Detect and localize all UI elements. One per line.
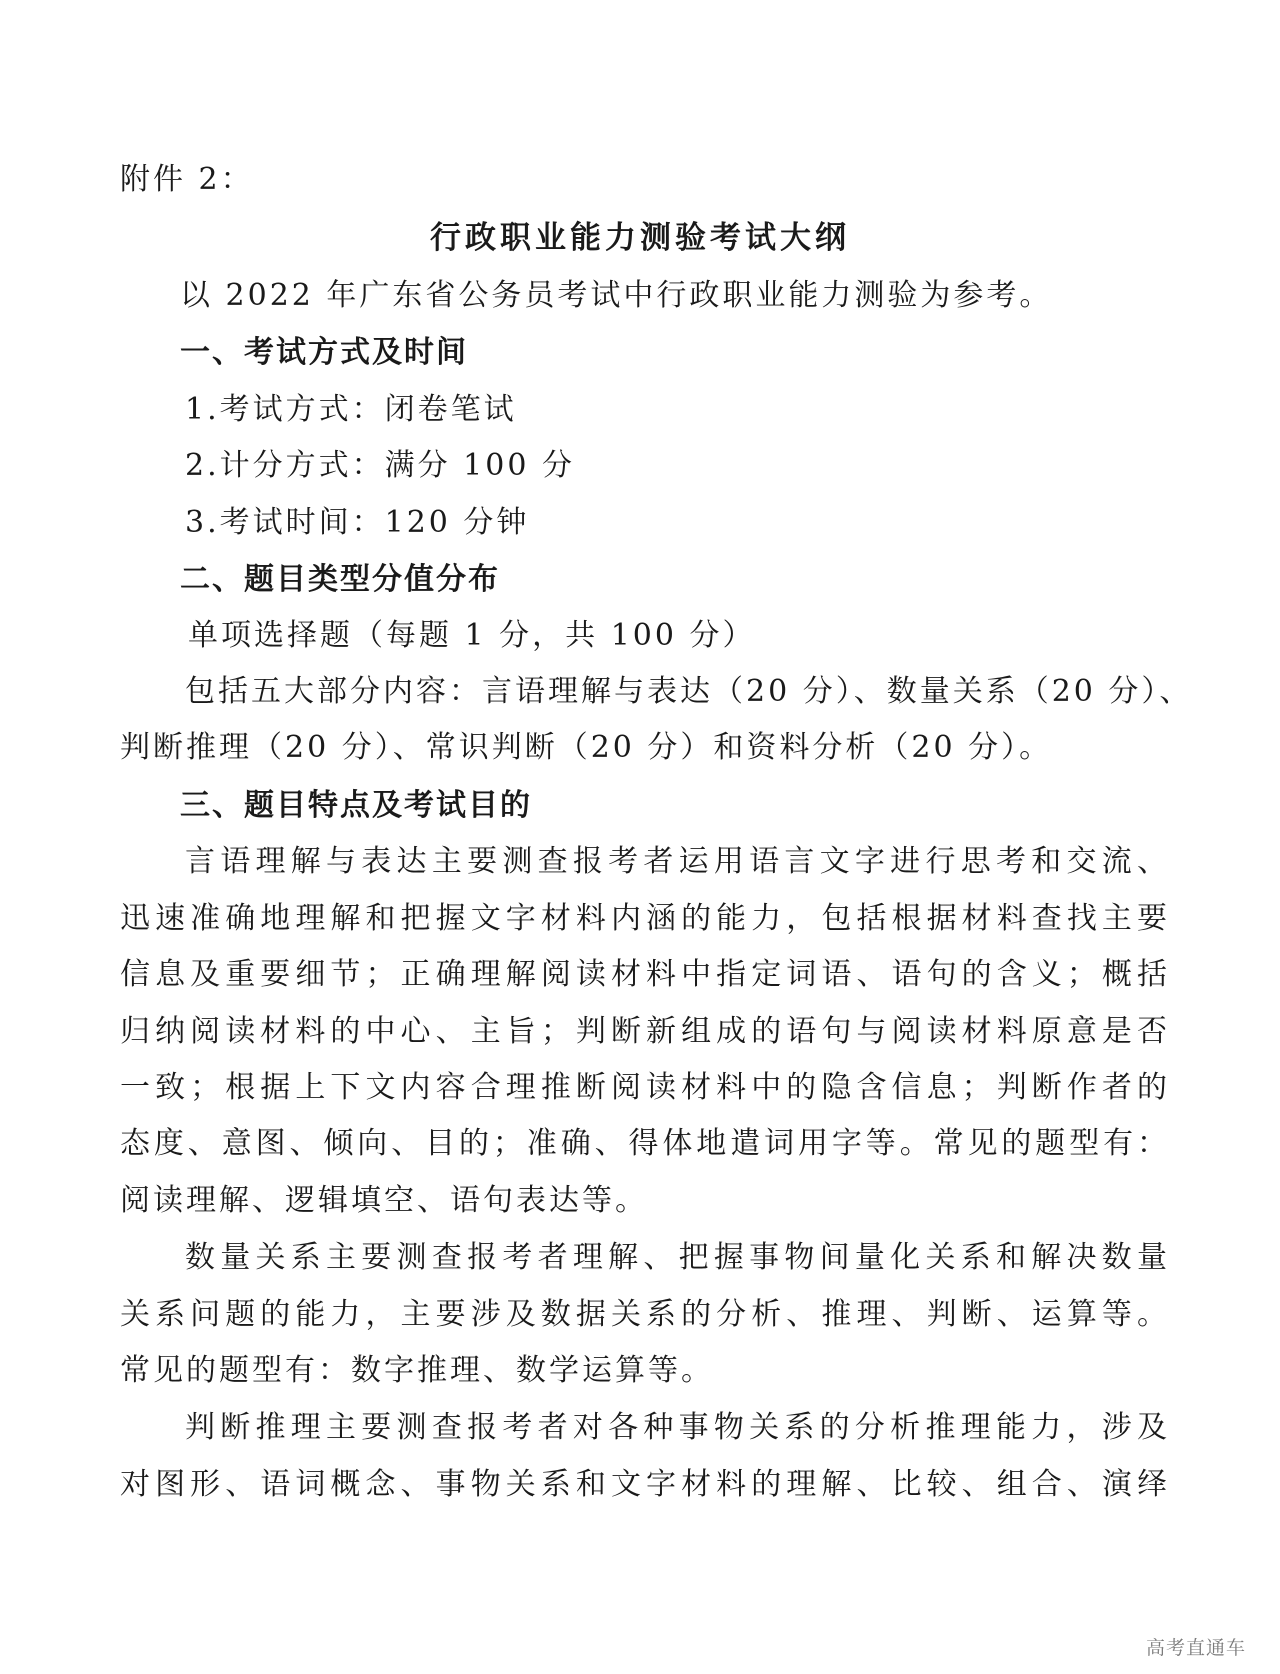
section3-para1-line: 信息及重要细节；正确理解阅读材料中指定词语、语句的含义；概括 [120,957,1170,992]
attachment-label: 附件 2： [120,162,254,197]
section3-para1-line: 一致；根据上下文内容合理推断阅读材料中的隐含信息；判断作者的 [120,1070,1170,1105]
section3-para1-line: 态度、意图、倾向、目的；准确、得体地遣词用字等。常见的题型有： [120,1126,1170,1161]
exam-item-3: 3.考试时间：120 分钟 [185,505,530,540]
section3-para2-line: 关系问题的能力，主要涉及数据关系的分析、推理、判断、运算等。 [120,1297,1170,1332]
document-title: 行政职业能力测验考试大纲 [430,220,850,256]
section3-para1-line: 阅读理解、逻辑填空、语句表达等。 [120,1183,648,1218]
watermark-text: 高考直通车 [1145,1637,1246,1659]
section2-paragraph-line: 包括五大部分内容：言语理解与表达（20 分）、数量关系（20 分）、 [185,674,1193,709]
section3-para2-line: 数量关系主要测查报考者理解、把握事物间量化关系和解决数量 [185,1240,1170,1275]
section3-para1-line: 言语理解与表达主要测查报考者运用语言文字进行思考和交流、 [185,844,1170,879]
section3-para1-line: 迅速准确地理解和把握文字材料内涵的能力，包括根据材料查找主要 [120,901,1170,936]
section3-para3-line: 对图形、语词概念、事物关系和文字材料的理解、比较、组合、演绎 [120,1467,1170,1502]
section3-para2-line: 常见的题型有：数字推理、数学运算等。 [120,1353,714,1388]
exam-item-1: 1.考试方式：闭卷笔试 [185,392,517,427]
intro-paragraph: 以 2022 年广东省公务员考试中行政职业能力测验为参考。 [180,278,1053,313]
question-type-line: 单项选择题（每题 1 分，共 100 分） [188,618,756,653]
section2-paragraph-line: 判断推理（20 分）、常识判断（20 分）和资料分析（20 分）。 [120,730,1053,765]
exam-item-2: 2.计分方式：满分 100 分 [185,448,575,483]
section3-para3-line: 判断推理主要测查报考者对各种事物关系的分析推理能力，涉及 [185,1410,1170,1445]
section-heading-3: 三、题目特点及考试目的 [180,788,532,823]
section-heading-2: 二、题目类型分值分布 [180,562,500,597]
section-heading-1: 一、考试方式及时间 [180,335,468,370]
section3-para1-line: 归纳阅读材料的中心、主旨；判断新组成的语句与阅读材料原意是否 [120,1014,1170,1049]
